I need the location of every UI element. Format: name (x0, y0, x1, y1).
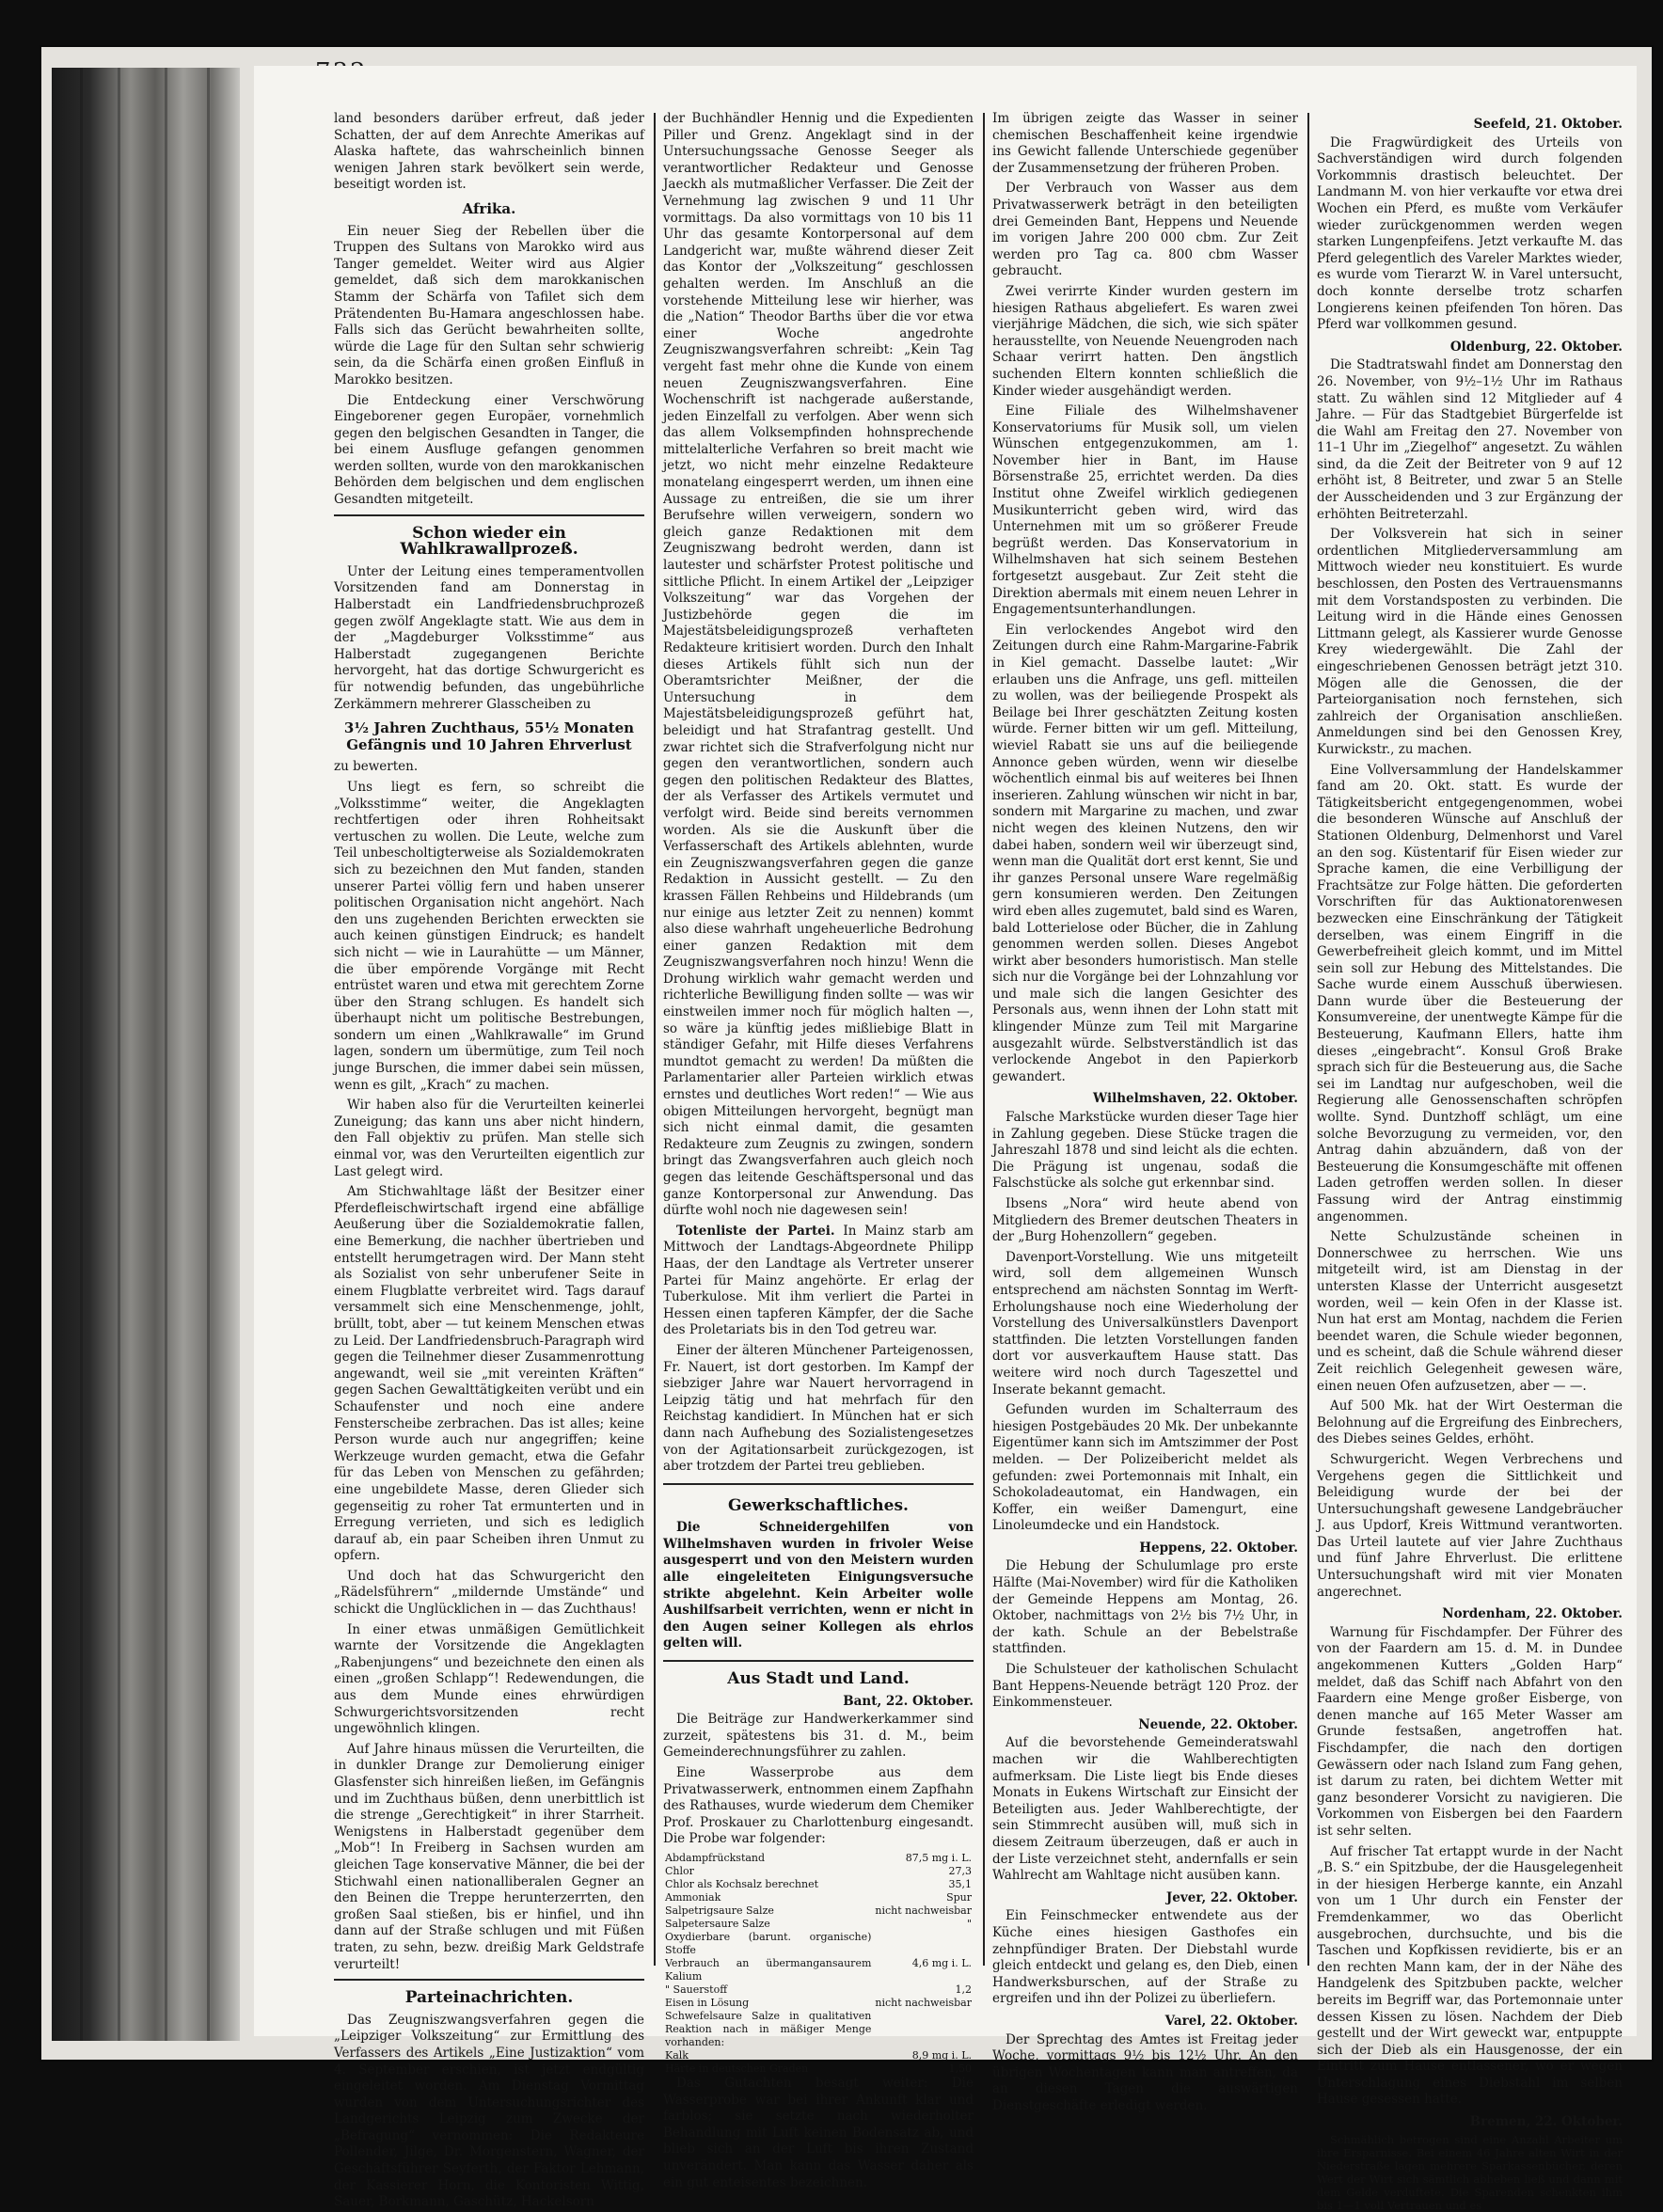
paragraph (663, 1224, 974, 1339)
analysis-label: Schwefelsaure Salze in qualitativen Reaktion nach in mäßiger Menge vorhanden: (665, 2009, 872, 2048)
analysis-row (663, 2049, 974, 2062)
analysis-row (663, 1957, 974, 1983)
water-analysis-table (663, 1852, 974, 2076)
analysis-row (663, 1918, 974, 1931)
column-2 (663, 111, 974, 2190)
analysis-label: Eisen in Lösung (665, 1996, 750, 2009)
paragraph: Eine Wasserprobe aus dem Privatwasserwerk, entnommen einem Zapfhahn des Rathauses, wurde wiederum dem Chemiker Prof. Proskauer zu Charlottenburg eingesandt. Die Probe war folgender: (663, 1765, 974, 1847)
paragraph: Nette Schulzustände scheinen in Donnerschwee zu herrschen. Wie uns mitgeteilt wird, ist am Dienstag in der untersten Klasse der Unterricht ausgesetzt worden, weil — kein Ofen in der Klasse ist. Nun hat erst am Montag, nachdem die Ferien beendet waren, die Schule wieder begonnen, und es scheint, daß die Schule während dieser Zeit reichlich Gelegenheit gewesen wäre, einen neuen Ofen aufzusetzen, aber — —. (1317, 1229, 1623, 1394)
analysis-value: 4,6 mg i. L. (911, 1956, 972, 1969)
book-binding (52, 68, 240, 2041)
analysis-row (663, 2010, 974, 2049)
divider (334, 1979, 644, 1981)
analysis-label: Abdampfrückstand (665, 1851, 766, 1864)
analysis-label: Oxydierbare (barunt. organische) Stoffe (665, 1930, 872, 1956)
verdict-heading: 3½ Jahren Zuchthaus, 55½ Monaten Gefängnis und 10 Jahren Ehrverlust (343, 719, 635, 753)
paragraph: Die Schulsteuer der katholischen Schulacht Bant Heppens-Neuende beträgt 120 Proz. der Einkommensteuer. (992, 1662, 1298, 1711)
section-heading-afrika: Afrika. (462, 199, 516, 217)
analysis-value: 1,2 (955, 1983, 972, 1996)
paragraph: Im übrigen zeigte das Wasser in seiner chemischen Beschaffenheit keine irgendwie ins Gewicht fallende Unterschiede gegenüber der Zusammensetzung der früheren Proben. (992, 111, 1298, 176)
paragraph: Ein Feinschmecker entwendete aus der Küche eines hiesigen Gasthofes ein zehnpfündiger Braten. Der Diebstahl wurde gleich entdeckt und gelang es, den Dieb, einen Handwerksburschen, auf der Straße zu ergreifen und ihn der Polizei zu überliefern. (992, 1908, 1298, 2007)
paragraph: Und doch hat das Schwurgericht den „Rädelsführern“ „mildernde Umstände“ und schickt die Unglücklichen in — das Zuchthaus! (334, 1568, 644, 1618)
analysis-value: Spur (946, 1890, 972, 1904)
analysis-label: Chlor (665, 1864, 694, 1877)
paragraph: Das Zeugniszwangsverfahren gegen die „Leipziger Volkszeitung“ zur Ermittlung des Verfassers des Artikels „Eine Justizaktion“ vom 4. September erschien, ist jetzt endgültig eingeleitet worden. Am Dienstag Vormittag wurden von dem Untersuchungsrichter des Landgerichts Leipzig zum Zwecke der „Befragung“ vernommen: Die Redakteure Pollender, Jilge, Dr. Morgenstern, Wagner, der Geschäftsführer Seyferth, der Faktor Lehmann, der Kassierer Horn, die Kontoristen Wittig, Sauer, Borkmann, Gaschütz, Hackelsorn (334, 2012, 644, 2210)
binding-stripe (207, 68, 210, 2041)
analysis-value: 87,5 mg i. L. (905, 1851, 972, 1864)
paragraph: Die Hebung der Schulumlage pro erste Hälfte (Mai-November) wird für die Katholiken der Gemeinde Heppens am Montag, 26. Oktober, nachmittags von 2½ bis 7½ Uhr, in der kath. Schule an der Bebelstraße stattfinden. (992, 1558, 1298, 1657)
dateline: Varel, 22. Oktober. (1164, 2013, 1298, 2029)
column-rule (983, 113, 985, 1966)
newspaper-page (254, 66, 1637, 2212)
analysis-value (873, 1931, 974, 1957)
analysis-label: Chlor als Kochsalz berechnet (665, 1877, 818, 1890)
paragraph: Die Schneidergehilfen von Wilhelmshaven wurden in frivoler Weise ausgesperrt und von den Meistern wurden alle eingeleiteten Einigungsversuche strikte abgelehnt. Kein Arbeiter wolle Aushilfsarbeit verrichten, wenn er nicht in den Augen seiner Kollegen als ehrlos gelten will. (663, 1520, 974, 1651)
analysis-row (663, 2062, 974, 2076)
column-rule (1307, 113, 1309, 1966)
paragraph: Ibsens „Nora“ wird heute abend von Mitgliedern des Bremer deutschen Theaters in der „Burg Hohenzollern“ gegeben. (992, 1196, 1298, 1245)
paragraph-text: In Mainz starb am Mittwoch der Landtags-Abgeordnete Philipp Haas, der den Landtage als Vertreter unserer Partei für Mainz angehörte. Er erlag der Tuberkulose. Mit ihm verliert die Partei in Hessen einen tapferen Kämpfer, der die Sache des Proletariats bis in den Tod getreu war. (663, 1223, 974, 1338)
paragraph: Schwurgericht. Wegen Verbrechens und Vergehens gegen die Sittlichkeit und Beleidigung wurde der bei der Untersuchungshaft gewesene Landgebräucher J. aus Updorf, Kreis Wittmund verantworten. Das Urteil lautete auf vier Jahre Zuchthaus und fünf Jahre Ehrverlust. Die erlittene Untersuchungshaft wird mit vier Monaten angerechnet. (1317, 1451, 1623, 1600)
section-heading-wahlkrawall: Schon wieder ein Wahlkrawallprozeß. (400, 523, 578, 560)
analysis-row (663, 1997, 974, 2010)
binding-stripe (165, 68, 167, 2041)
section-heading-gewerkschaftliches: Gewerkschaftliches. (728, 1495, 909, 1515)
paragraph: Die Stadtratswahl findet am Donnerstag den 26. November, von 9½–1½ Uhr im Rathaus statt. Zu wählen sind 12 Mitglieder auf 4 Jahre. — Für das Stadtgebiet Bürgerfelde ist die Wahl am Freitag den 27. November von 11–1 Uhr im „Ziegelhof“ angesetzt. Zu wählen sind, da die Zeit der Beitreter von 9 auf 12 erhöht ist, 8 Beitreter, und zwar 5 an Stelle der Ausscheidenden und 3 zur Ergänzung der erhöhten Beitreterzahl. (1317, 357, 1623, 522)
dateline: Heppens, 22. Oktober. (1139, 1540, 1298, 1556)
paragraph: Auf 500 Mk. hat der Wirt Oesterman die Belohnung auf die Ergreifung des Einbrechers, des Diebes seines Geldes, erhöht. (1317, 1398, 1623, 1447)
analysis-label: Salpetersaure Salze (665, 1917, 770, 1930)
paragraph: Wir haben also für die Verurteilten keinerlei Zuneigung; das kann uns aber nicht hindern, den Fall objektiv zu prüfen. Man stelle sich einmal vor, was den Verurteilten eigentlich zur Last gelegt wird. (334, 1098, 644, 1179)
paragraph: Der Verbrauch von Wasser aus dem Privatwasserwerk beträgt in den beteiligten drei Gemeinden Bant, Heppens und Neuende im vorigen Jahre 200 000 cbm. Zur Zeit werden pro Tag ca. 800 cbm Wasser gebraucht. (992, 181, 1298, 279)
paragraph: Auf Jahre hinaus müssen die Verurteilten, die in dunkler Drange zur Demolierung einiger Glasfenster sich hinreißen ließen, im Gefängnis und im Zuchthaus büßen, denn unerbittlich ist die strenge „Gerechtigkeit“ in ihrer Starrheit. Wenigstens in Halberstadt gegenüber dem „Mob“! In Freiberg in Sachsen wurden am gleichen Tage konservative Männer, die bei der Stichwahl einen nationalliberalen Gegner an den Beinen die Treppe herunterzerrten, den großen Saal stießen, bis er hinfiel, und ihn dann auf der Straße schlugen und mit Füßen traten, zu sehn, bezw. dreißig Mark Geldstrafe verurteilt! (334, 1741, 644, 1972)
paragraph: Ein verlockendes Angebot wird den Zeitungen durch eine Rahm-Margarine-Fabrik in Kiel gemacht. Dasselbe lautet: „Wir erlauben uns die Anfrage, uns gefl. mitteilen zu wollen, was der beiliegende Prospekt als Beilage bei Ihrer geschätzten Zeitung kosten würde. Ferner bitten wir um gefl. Mitteilung, wieviel Rabatt sie uns auf die beiliegende Annonce geben würden, wenn wir dieselbe wöchentlich einmal bis auf weiteres bei Ihnen inserieren. Zahlung wünschen wir nicht in bar, sondern mit Margarine zu machen, und zwar nicht wegen des kleinen Nutzens, den wir dabei haben, sondern weil wir überzeugt sind, wenn man die Qualität dort erst kennt, Sie und ihr ganzes Personal unsere Ware regelmäßig gern konsumieren werden. Den Zeitungen wird eben alles zugemutet, bald sind es Waren, bald Lotterielose oder Bücher, die in Zahlung genommen werden sollen. Dieses Angebot wirkt aber besonders humoristisch. Man stelle sich nur die Vorgänge bei der Lohnzahlung vor und male sich die langen Gesichter des Personals aus, wenn ihnen der Lohn statt mit klingender Münze zum Teil mit Margarine ausgezahlt würde. Selbstverständlich ist das verlockende Angebot in den Papierkorb gewandert. (992, 622, 1298, 1084)
dateline: Neuende, 22. Oktober. (1138, 1716, 1298, 1732)
paragraph: zu bewerten. (334, 759, 419, 775)
column-4 (1317, 111, 1623, 2212)
analysis-row (663, 1878, 974, 1891)
analysis-label: Salpetrigsaure Salze (665, 1904, 774, 1917)
dateline: Nordenham, 22. Oktober. (1442, 1606, 1623, 1622)
paragraph: Warnung für Fischdampfer. Der Führer des von der Faardern am 15. d. M. in Dundee angekommenen Kutters „Golden Harp“ meldet, daß das Schiff nach Abfahrt von den Faardern eine Menge großer Eisberge, von denen manche auf 165 Meter Wasser am Grunde festsaßen, angetroffen hat. Fischdampfer, die nach den dortigen Gewässern oder nach Island zum Fang gehen, ist darum zu raten, bei dichtem Wetter mit ganz besonderer Vorsicht zu navigieren. Die Vorkommen von Eisbergen bei den Faardern ist sehr selten. (1317, 1624, 1623, 1839)
section-heading-parteinachrichten: Parteinachrichten. (404, 1988, 574, 2008)
paragraph: land besonders darüber erfreut, daß jeder Schatten, der auf dem Anrechte Amerikas auf Alaska haftete, das wahrscheinlich binnen wenigen Jahren stark bevölkert sein werde, beseitigt worden ist. (334, 111, 644, 193)
analysis-label: Kalk (665, 2048, 689, 2062)
analysis-row (663, 1852, 974, 1865)
paragraph: Eine Vollversammlung der Handelskammer fand am 20. Okt. statt. Es wurde der Tätigkeitsbericht entgegengenommen, wobei die besonderen Wünsche auf Anschluß der Stationen Oldenburg, Delmenhorst und Varel an den sog. Küstentarif für Eisen wieder zur Sprache kamen, die eine Verbilligung der Frachtsätze zur Folge hätten. Die geforderten Vorschriften für das Auktionatorenwesen bezwecken eine Einschränkung der Tätigkeit derselben, was einem Eingriff in die Gewerbefreiheit gleich kommt, und im Mittel sein soll zur Hebung des Mittelstandes. Die Sache wurde einem Ausschuß überwiesen. Dann wurde über die Besteuerung der Konsumvereine, der unentwegte Kämpe für die Besteuerung, Kaufmann Ellers, hatte ihm dieses „eingebracht“. Konsul Groß Brake sprach sich für die Besteuerung aus, die Sache sei im Landtag nur aufgeschoben, weil die Regierung alle Genossenschaften schröpfen wollte. Synd. Duntzhoff schlägt, um eine solche Bevorzugung zu vermeiden, vor, den Antrag dahin abzuändern, daß von der Besteuerung die Konsumgeschäfte mit offenen Laden getroffen werden sollen. In dieser Fassung wird der Antrag einstimmig angenommen. (1317, 762, 1623, 1224)
paragraph: Am Stichwahltage läßt der Besitzer einer Pferdefleischwirtschaft irgend eine abfällige Aeußerung über die Sozialdemokratie fallen, eine Bemerkung, die nachher übertrieben und entstellt herumgetragen wird. Der Mann steht als Sozialist von sehr unberufener Seite in einem Flugblatte verbreitet wird. Tags darauf versammelt sich eine Menschenmenge, johlt, brüllt, tobt, aber — tut keinem Menschen etwas zu Leid. Der Landfriedensbruch-Paragraph wird gegen die Teilnehmer dieser Zusammenrottung angewandt, weil sie „mit vereinten Kräften“ gegen Sachen Gewalttätigkeiten verübt und ein Schaufenster und noch eine andere Fensterscheibe zerbrachen. Das ist alles; keine Person wurde auch nur angegriffen; keine Werkzeuge wurden gemacht, etwa die Gefahr für das Leben von Menschen zu gefährden; eine ungebildete Masse, deren Glieder sich gegenseitig zu roher Tat ermunterten und in Erregung verrieten, und sich es lediglich darauf ab, ein paar Scheiben ihren Unmut zu opfern. (334, 1184, 644, 1564)
paragraph: Die Beiträge zur Handwerkerkammer sind zurzeit, spätestens bis 31. d. M., beim Gemeinderechnungsführer zu zahlen. (663, 1712, 974, 1761)
paragraph: Falsche Markstücke wurden dieser Tage hier in Zahlung gegeben. Diese Stücke tragen die Jahreszahl 1878 und sind leicht als die echten. Die Prägung ist ungenau, sodaß die Falschstücke als solche gut erkennbar sind. (992, 1110, 1298, 1192)
analysis-value: 27,3 (948, 1864, 972, 1877)
analysis-value: " (966, 1917, 972, 1930)
analysis-row (663, 1865, 974, 1878)
inline-heading: Totenliste der Partei. (676, 1223, 835, 1239)
divider (334, 514, 644, 516)
analysis-row (663, 1904, 974, 1918)
analysis-row (663, 1931, 974, 1957)
paragraph: Das Gutachten besagt weiter: Die Wasserprobe war bei ihrer Ankunft klar und farblos; sie setzte nach wiederholter Behandlung mit Luft keinen Bodensatz ab, und blieb sich an der Luft bis ihren Zustand unverändert. Man kann das Wasser daher als ein gut enteisentes bezeichnen. (663, 2075, 974, 2190)
dateline: Oldenburg, 22. Oktober. (1449, 339, 1623, 355)
paragraph: Der Sprechtag des Amtes ist Freitag jeder Woche, vormittags 9½ bis 12½ Uhr. An den übrigen Wochentagen kann man antreffen, da an diesen Tagen die auswärtigen Dienstgeschäfte erledigt werden. (992, 2031, 1298, 2113)
analysis-row (663, 1983, 974, 1997)
dateline: Bremen, 22. Oktober. (1469, 2114, 1623, 2130)
column-1 (334, 111, 644, 2210)
paragraph: Gefunden wurden im Schalterraum des hiesigen Postgebäudes 20 Mk. Der unbekannte Eigentümer kann sich im Amtszimmer der Post melden. — Der Polizeibericht meldet als gefunden: zwei Portemonnais mit Inhalt, ein Schokoladeautomat, ein Handwagen, ein Koffer, ein weißer Damengurt, eine Linoleumdecke und ein Handstock. (992, 1402, 1298, 1534)
paragraph: Ein neuer Sieg der Rebellen über die Truppen des Sultans von Marokko wird aus Tanger gemeldet. Weiter wird aus Algier gemeldet, daß sich dem marokkanischen Stamm der Schärfa von Tafilet sich dem Prätendenten Bu-Hamara angeschlossen habe. Falls sich das Gerücht bewahrheiten sollte, würde die Lage für den Sultan sehr schwierig sein, da die Schärfa einen großen Einfluß in Marokko besitzen. (334, 223, 644, 387)
binding-stripe (80, 68, 83, 2041)
paragraph: Eine Filiale des Wilhelmshavener Konservatoriums für Musik soll, um vielen Wünschen entgegenzukommen, am 1. November hier in Bant, im Hause Börsenstraße 25, errichtet werden. Da dies Institut ohne Zweifel wirklich gediegenen Musikunterricht geben wird, wird das Unternehmen mit um so größerer Freude begrüßt werden. Das Konservatorium in Wilhelmshaven hat sich seinem Bestehen fortgesetzt ausgebaut. Zur Zeit steht die Direktion abermals mit einem neuen Lehrer in Engagementsunterhandlungen. (992, 403, 1298, 618)
analysis-value: 1,50 (948, 2062, 972, 2075)
paragraph: Uns liegt es fern, so schreibt die „Volksstimme“ weiter, die Angeklagten rechtfertigen oder ihren Rohheitsakt vertuschen zu wollen. Die Leute, welche zum Teil unbescholtigterweise als Sozialdemokraten sich zu bezeichnen den Mut fanden, standen unserer Partei völlig fern und haben unserer politischen Organisation nicht angehört. Nach den uns zugehenden Berichten erweckten sie auch keinen günstigen Eindruck; es handelt sich nicht — wie in Laurahütte — um Männer, die über empörende Vorgänge mit Recht entrüstet waren und etwa mit gerechtem Zorne über den Strang schlugen. Es handelt sich überhaupt nicht um politische Bestrebungen, sondern um einen „Wahlkrawalle“ im Grund lagen, sondern um übermütige, zum Teil noch junge Burschen, die immer dabei sein müssen, wenn es gilt, „Krach“ zu machen. (334, 779, 644, 1093)
paragraph: Einer der älteren Münchener Parteigenossen, Fr. Nauert, ist dort gestorben. Im Kampf der siebziger Jahre war Nauert hervorragend in Leipzig tätig und hat mehrfach für den Reichstag kandidiert. In München hat er sich dann nach Aufhebung des Sozialistengesetzes von der Agitationsarbeit zurückgezogen, ist aber trotzdem der Partei treu geblieben. (663, 1342, 974, 1475)
paragraph: Die Fragwürdigkeit des Urteils von Sachverständigen wird durch folgenden Vorkommnis drastisch beleuchtet. Der Landmann M. von hier verkaufte vor etwa drei Wochen ein Pferd, es mußte vom Verkäufer wieder zurückgenommen werden wegen starken Lungenpfeifens. Jetzt verkaufte M. das Pferd gelegentlich des Vareler Marktes wieder, es wurde vom Tierarzt W. in Varel untersucht, doch konnte derselbe trotz scharfen Longierens keinen pfeifenden Ton hören. Das Pferd war vollkommen gesund. (1317, 134, 1623, 333)
paragraph: Schmählich betrogen sind eine Anzahl Arbeiter um ihre Ersparnisse. Bei einem 46 Jahre alten Wirt in der Niederstraße lagen mehrere Sparkassenbücher, deren Wert der Wirt sich sämtlich abheben ließ und dann mit dem Gelde verduftete. Die Sparenden schenkten ihm bis 1—1 voll Vertrauen und es (1317, 2132, 1623, 2212)
paragraph: Davenport-Vorstellung. Wie uns mitgeteilt wird, soll dem allgemeinen Wunsch entsprechend am nächsten Sonntag im Werft-Erholungshause noch eine Wiederholung der Vorstellung des Universalkünstlers Davenport stattfinden. Die letzten Vorstellungen fanden dort vor ausverkauftem Hause statt. Das weitere wird noch durch Tageszettel und Inserate bekannt gemacht. (992, 1249, 1298, 1398)
dateline: Wilhelmshaven, 22. Oktober. (1093, 1091, 1298, 1107)
paragraph: Auf frischer Tat ertappt wurde in der Nacht „B. S.“ ein Spitzbube, der die Hausgelegenheit in der hiesigen Herberge kannte, ein Anzahl von um 1 Uhr durch ein Fenster der Fremdenkammer, wo das Oberlicht ausgebrochen, durchsuchte, und bis die Taschen und Kopfkissen revidierte, bis er an den rechten Mann kam, der in der Nähe des Handgelenk des Spitzbuben packte, welcher bereits im Begriff war, das Portemonnaie unter dessen Kissen zu lösen. Nachdem der Dieb gestellt und der Wirt geweckt war, entpuppte sich der Dieb als ein Hausgenosse, der ein Eintritt zum Hause entlassener, wo er wegen Unterschlagung eines Diebstahl im selben Hause gesessen hatte. (1317, 1843, 1623, 2108)
analysis-value: nicht nachweisbar (875, 1904, 972, 1917)
section-heading-stadt-land: Aus Stadt und Land. (727, 1669, 910, 1689)
paragraph: der Buchhändler Hennig und die Expedienten Piller und Grenz. Angeklagt sind in der Untersuchungssache Genosse Seeger als verantwortlicher Redakteur und Genosse Jaeckh als mutmaßlicher Verfasser. Die Zeit der Vernehmung lag zwischen 9 und 11 Uhr vormittags. Da also vormittags von 10 bis 11 Uhr das gesamte Kontorpersonal auf dem Landgericht war, mußte während dieser Zeit das Kontor der „Volkszeitung“ geschlossen gehalten werden. Im Anschluß an die vorstehende Mitteilung lese wir hierher, was die „Nation“ Theodor Barths über die vor etwa einer Woche angedrohte Zeugniszwangsverfahren schreibt: „Kein Tag vergeht fast mehr ohne die Kunde von einem neuen Zeugniszwangsverfahren. Eine Wochenschrift ist nachgerade außerstande, jeden Einzelfall zu verfolgen. Aber wenn sich das allem Volksempfinden hohnsprechende mittelalterliche Verfahren so breit macht wie jetzt, wo nicht mehr einzelne Redakteure monatelang eingesperrt werden, um ihnen eine Aussage zu entreißen, die sie um ihrer Berufsehre willen verweigern, sondern wo gleich ganze Redaktionen mit dem Zeugniszwang bedroht werden, dann ist lautester und schärfster Protest politische und sittliche Pflicht. In einem Artikel der „Leipziger Volkszeitung“ war das Vorgehen der Justizbehörde gegen die im Majestätsbeleidigungsprozeß verhafteten Redakteure kritisiert worden. Durch den Inhalt dieses Artikels fühlt sich nun der Oberamtsrichter Meißner, der die Untersuchung in dem Majestätsbeleidigungsprozeß geführt hat, beleidigt und hat Strafantrag gestellt. Und zwar richtet sich die Strafverfolgung nicht nur gegen den verantwortlichen, sondern auch gegen den politischen Redakteur des Blattes, der als Verfasser des Artikels vermutet und verfolgt wird. Beide sind bereits vernommen worden. Als sie die Auskunft über die Verfasserschaft des Artikels ablehnten, wurde ein Zeugniszwangsverfahren gegen die ganze Redaktion in Aussicht gestellt. — Zu den krassen Fällen Rehbeins und Hildebrands (um nur einige aus letzter Zeit zu nennen) kommt also diese wahrhaft ungeheuerliche Bedrohung einer ganzen Redaktion mit dem Zeugniszwangsverfahren noch hinzu! Wenn die Drohung wirklich wahr gemacht werden und richterliche Bewilligung finden sollte — was wir einstweilen immer noch für möglich halten —, so wäre ja künftig jedes mißliebige Blatt in ständiger Gefahr, mit Hilfe dieses Verfahrens mundtot gemacht zu werden! Da müßten die Parlamentarier aller Parteien wirklich etwas ernstes und deutliches Wort reden!“ — Wie aus obigen Mitteilungen hervorgeht, begnügt man sich nicht einmal damit, die gesamten Redakteure zum Zeugnis zu zwingen, sondern bringt das Zwangsverfahren auch gleich noch gegen das leitende Geschäftspersonal und das ganze Kontorpersonal zur Anwendung. Das dürfte wohl noch nie dagewesen sein! (663, 111, 974, 1219)
column-3 (992, 111, 1298, 2113)
analysis-row (663, 1891, 974, 1904)
dateline: Jever, 22. Oktober. (1165, 1889, 1298, 1905)
dateline: Seefeld, 21. Oktober. (1473, 117, 1623, 132)
paragraph: Auf die bevorstehende Gemeinderatswahl machen wir die Wahlberechtigten aufmerksam. Die Liste liegt bis Ende dieses Monats in Eukens Wirtschaft zur Einsicht der Beteiligten aus. Jeder Wahlberechtigte, der sein Stimmrecht ausüben will, muß sich in diesem Zeitraum überzeugen, daß er auch in der Liste verzeichnet steht, andernfalls er sein Wahlrecht am Wahltage nicht ausüben kann. (992, 1735, 1298, 1884)
paragraph: Unter der Leitung eines temperamentvollen Vorsitzenden fand am Donnerstag in Halberstadt ein Landfriedensbruchprozeß gegen zwölf Angeklagte statt. Wie aus dem in der „Magdeburger Volksstimme“ aus Halberstadt zugegangenen Berichte hervorgeht, hat das dortige Schwurgericht es für notwendig befunden, das ungebührliche Zerkämmern mehrerer Glasscheiben zu (334, 563, 644, 712)
paragraph: Der Volksverein hat sich in seiner ordentlichen Mitgliederversammlung am Mittwoch wieder neu konstituiert. Es wurde beschlossen, den Posten des Vertrauensmanns mit dem Vorstandsposten zu verbinden. Die Leitung wird in die Hände eines Genossen Littmann gelegt, als Kassierer wurde Genosse Krey wiedergewählt. Die Zahl der eingeschriebenen Genossen beträgt jetzt 310. Mögen alle die Genossen, die der Parteiorganisation noch fernstehen, sich zahlreich der Organisation anschließen. Anmeldungen sind bei den Genossen Krey, Kurwickstr., zu machen. (1317, 527, 1623, 757)
analysis-value (873, 2010, 974, 2049)
analysis-label: Ammoniak (665, 1890, 721, 1904)
binding-stripe (118, 68, 120, 2041)
analysis-label: Härte in deutschen Graden (665, 2062, 809, 2075)
dateline: Bant, 22. Oktober. (843, 1693, 974, 1709)
paragraph: Die Entdeckung einer Verschwörung Eingeborener gegen Europäer, vornehmlich gegen den belgischen Gesandten in Tanger, die bei einem Ausfluge gefangen genommen werden sollten, wurde von den marokkanischen Behörden dem belgischen und dem englischen Gesandten mitgeteilt. (334, 392, 644, 508)
paragraph: Zwei verirrte Kinder wurden gestern im hiesigen Rathaus abgeliefert. Es waren zwei vierjährige Mädchen, die sich, wie sich später herausstellte, von Neuende Neuengroden nach Schaar verirrt hatten. Den ängstlich suchenden Eltern konnten schließlich die Kinder wieder ausgehändigt werden. (992, 283, 1298, 399)
analysis-value: nicht nachweisbar (875, 1996, 972, 2009)
paragraph: In einer etwas unmäßigen Gemütlichkeit warnte der Vorsitzende die Angeklagten „Rabenjungens“ und bezeichnete den einen als einen „großen Schlapp“! Redewendungen, die aus dem Munde eines ehrwürdigen Schwurgerichtsvorsitzenden recht ungewöhnlich klingen. (334, 1621, 644, 1737)
analysis-value: 35,1 (948, 1877, 972, 1890)
analysis-value: 8,9 mg i. L. (911, 2048, 972, 2062)
analysis-label: " Sauerstoff (665, 1983, 728, 1996)
analysis-label: Verbrauch an übermangansaurem Kalium (665, 1956, 872, 1983)
column-rule (654, 113, 656, 1966)
gewerkschaft-box (663, 1483, 974, 1662)
